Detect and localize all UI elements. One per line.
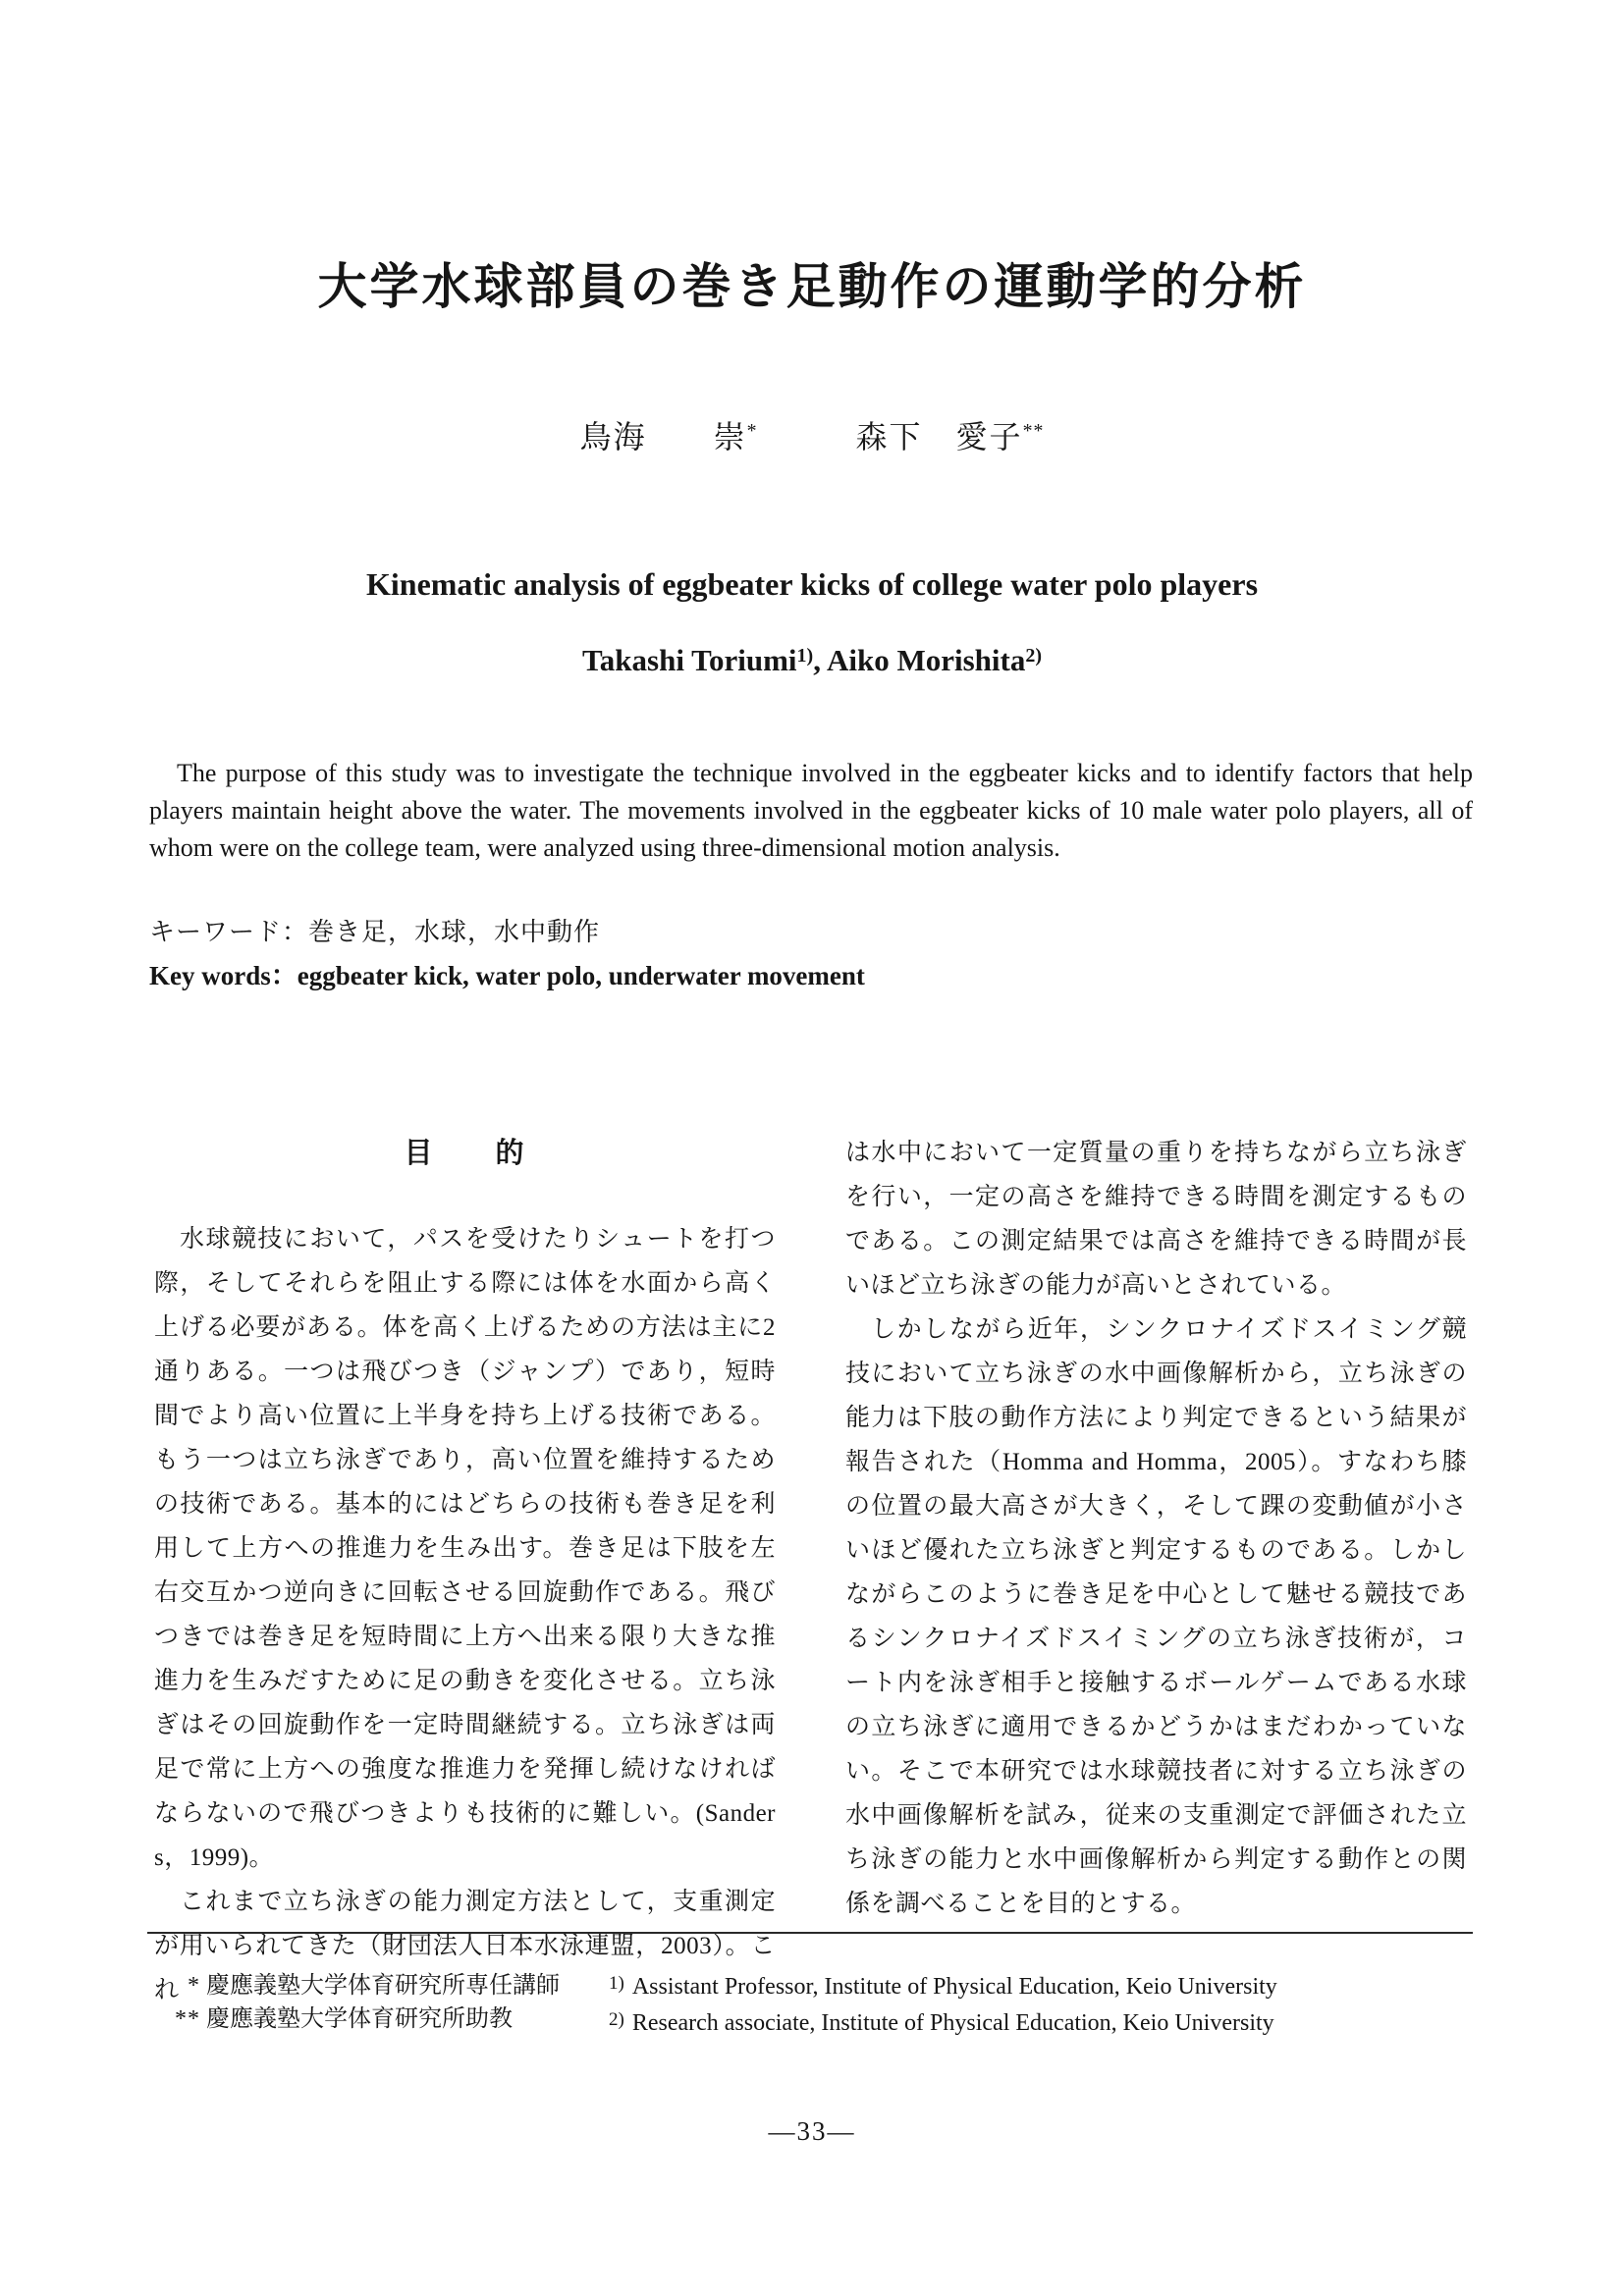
paper-title-english: Kinematic analysis of eggbeater kicks of college water polo players [365, 566, 1259, 602]
footnote-en-1 [609, 1967, 1277, 2003]
footnote-jp-1 [147, 1969, 560, 2002]
authors-japanese [0, 412, 1624, 457]
keywords-english [149, 954, 865, 992]
author-1-affiliation-mark: * [746, 420, 758, 442]
author-2-name-ja: 森下 愛子 [855, 419, 1023, 454]
section-heading-purpose: 目 的 [404, 1138, 526, 1169]
author-1-name-en: Takashi Toriumi [581, 643, 797, 677]
author-1-name-ja: 鳥海 崇 [579, 419, 747, 454]
footnote-jp-2-marker: ** [175, 2006, 200, 2032]
page-number: —33— [768, 2116, 856, 2146]
paper-title-japanese: 大学水球部員の巻き足動作の運動学的分析 [317, 259, 1307, 314]
body-paragraph-1: 水球競技において，パスを受けたりシュートを打つ際，そしてそれらを阻止する際には体を水面から高く上げる必要がある。体を高く上げるための方法は主に2通りある。一つは飛びつき（ジャンプ）であり，短時間でより高い位置に上半身を持ち上げる技術である。もう一つは立ち泳ぎであり，高い位置を維持するための技術である。基本的にはどちらの技術も巻き足を利用して上方への推進力を生み出す。巻き足は下肢を左右交互かつ逆向きに回転させる回旋動作である。飛びつきでは巻き足を短時間に上方へ出来る限り大きな推進力を生みだすために足の動きを変化させる。立ち泳ぎはその回旋動作を一定時間継続する。立ち泳ぎは両足で常に上方への強度な推進力を発揮し続けなければならないので飛びつきよりも技術的に難しい。(Sanders，1999)。 [154, 1226, 776, 1871]
body-column-right [845, 1131, 1467, 1926]
body-column-left [154, 1131, 776, 2012]
body-paragraph-2-continued: は水中において一定質量の重りを持ちながら立ち泳ぎを行い，一定の高さを維持できる時間を測定するものである。この測定結果では高さを維持できる時間が長いほど立ち泳ぎの能力が高いとされている。 [845, 1140, 1467, 1299]
authors-english [0, 643, 1624, 678]
footnotes-japanese [147, 1969, 560, 2036]
keywords-english-list: eggbeater kick, water polo, underwater movement [297, 961, 865, 990]
author-2-name-en: , Aiko Morishita [813, 643, 1026, 677]
footnote-jp-1-marker: * [188, 1973, 200, 1999]
footnotes-english [609, 1967, 1277, 2040]
body-paragraph-2-left: これまで立ち泳ぎの能力測定方法として，支重測定が用いられてきた（財団法人日本水泳連盟，2003）。これ [154, 1889, 776, 2003]
footnote-separator-rule [147, 1932, 1473, 1934]
footnote-en-2-marker: 2) [609, 2009, 624, 2030]
footnote-jp-1-text: 慶應義塾大学体育研究所専任講師 [206, 1973, 560, 1999]
author-2-affiliation-mark: ** [1022, 420, 1045, 442]
abstract-paragraph: The purpose of this study was to investigate the technique involved in the eggbeater kicks and to identify factors that help players maintain height above the water. The movements involved in the eggbeater kicks of 10 male water polo players, all of whom were on the college team, were analyzed using three-dimensional motion analysis. [149, 759, 1473, 862]
footnote-en-1-text: Assistant Professor, Institute of Physical Education, Keio University [631, 1974, 1277, 2000]
body-paragraph-3: しかしながら近年，シンクロナイズドスイミング競技において立ち泳ぎの水中画像解析から，立ち泳ぎの能力は下肢の動作方法により判定できるという結果が報告された（Homma and Homma，2005）。すなわち膝の位置の最大高さが大きく，そして踝の変動値が小さいほど優れた立ち泳ぎと判定するものである。しかしながらこのように巻き足を中心として魅せる競技であるシンクロナイズドスイミングの立ち泳ぎ技術が，コート内を泳ぎ相手と接触するボールゲームである水球の立ち泳ぎに適用できるかどうかはまだわかっていない。そこで本研究では水球競技者に対する立ち泳ぎの水中画像解析を試み，従来の支重測定で評価された立ち泳ぎの能力と水中画像解析から判定する動作との関係を調べることを目的とする。 [845, 1316, 1467, 1917]
author-2-footnote-number: 2) [1025, 645, 1043, 667]
footnote-jp-2 [147, 2002, 560, 2036]
footnote-en-1-marker: 1) [609, 1973, 624, 1994]
footnote-jp-2-text: 慶應義塾大学体育研究所助教 [206, 2006, 513, 2032]
keywords-english-label: Key words： [149, 961, 298, 990]
author-1-footnote-number: 1) [796, 645, 814, 667]
keywords-japanese: キーワード：巻き足，水球，水中動作 [149, 918, 601, 946]
footnote-en-2 [609, 2003, 1277, 2040]
footnote-en-2-text: Research associate, Institute of Physical Education, Keio University [631, 2010, 1274, 2036]
